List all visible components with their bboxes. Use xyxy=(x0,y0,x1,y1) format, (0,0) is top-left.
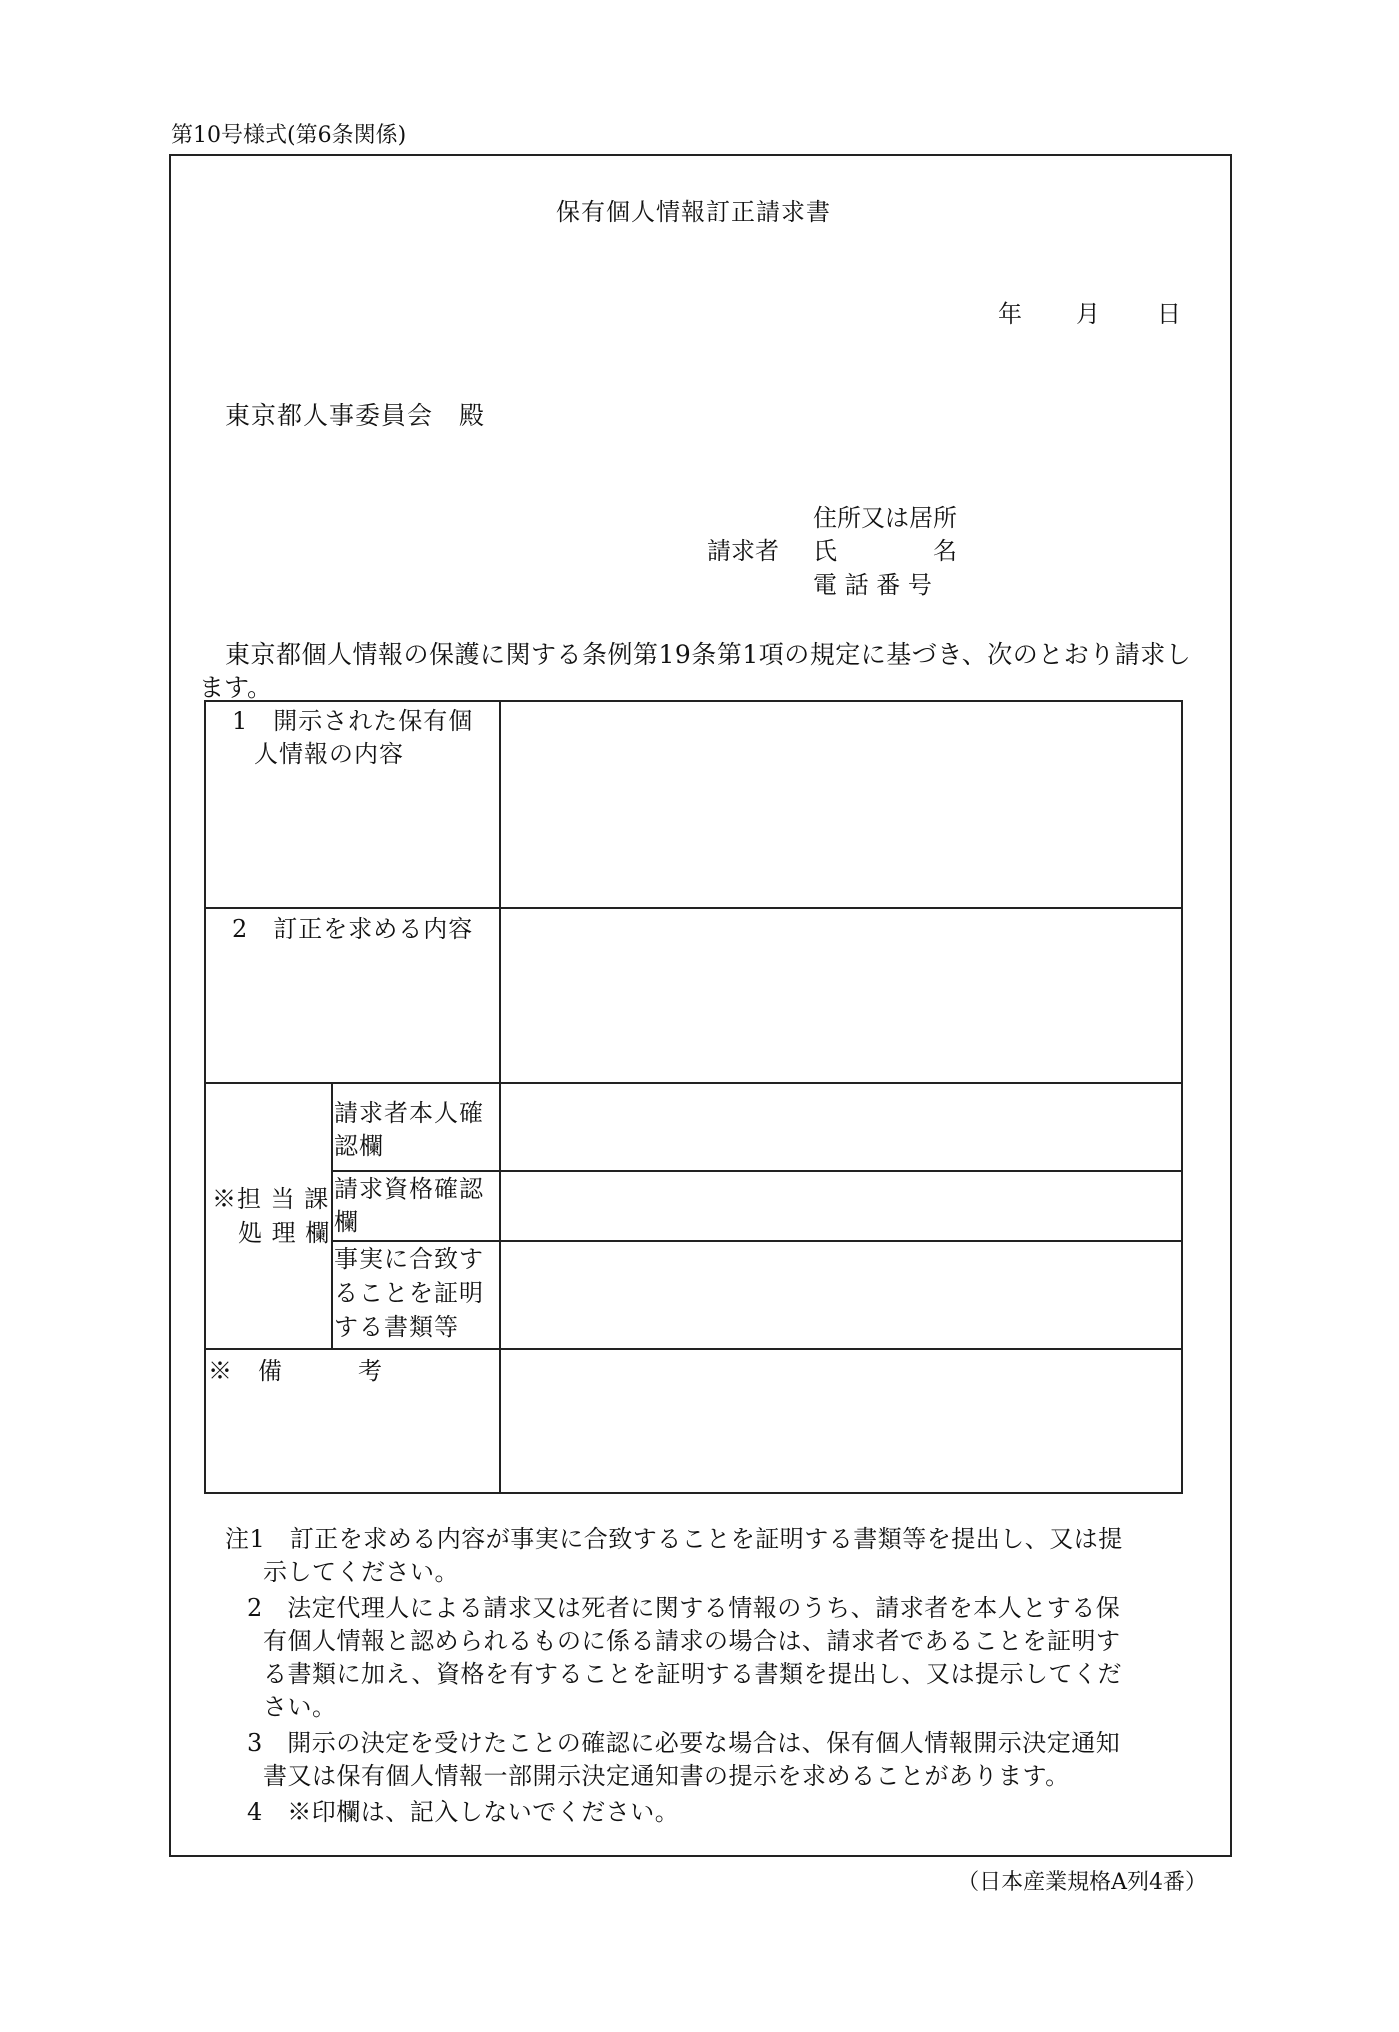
row-disclosed-info-label-1: 1 開示された保有個 xyxy=(232,707,474,735)
row-correction-label: 2 訂正を求める内容 xyxy=(232,915,474,943)
requester-address-label: 住所又は居所 xyxy=(813,504,957,532)
note-3-line2: 書又は保有個人情報一部開示決定通知書の提示を求めることがあります。 xyxy=(263,1762,1070,1790)
identity-check-field[interactable] xyxy=(506,1087,1176,1165)
note-2-line1: 2 法定代理人による請求又は死者に関する情報のうち、請求者を本人とする保 xyxy=(247,1594,1121,1622)
addressee: 東京都人事委員会 殿 xyxy=(225,401,486,430)
intro-text-line1: 東京都個人情報の保護に関する条例第19条第1項の規定に基づき、次のとおり請求し xyxy=(225,640,1192,669)
note-2-line4: さい。 xyxy=(263,1693,337,1721)
form-number: 第10号様式(第6条関係) xyxy=(171,123,407,148)
note-1-line2: 示してください。 xyxy=(263,1558,459,1586)
note-4: 4 ※印欄は、記入しないでください。 xyxy=(247,1798,680,1826)
table-row-line-5 xyxy=(206,1348,1183,1350)
remarks-field[interactable] xyxy=(506,1354,1176,1488)
eligibility-check-field[interactable] xyxy=(506,1175,1176,1235)
eligibility-check-label-2: 欄 xyxy=(334,1208,359,1236)
row-disclosed-info-label-2: 人情報の内容 xyxy=(254,740,404,768)
note-2-line3: る書類に加え、資格を有することを証明する書類を提出し、又は提示してくだ xyxy=(263,1660,1122,1688)
paper-size-footer: （日本産業規格A列4番） xyxy=(957,1870,1207,1895)
table-divider-staff xyxy=(331,1082,333,1348)
proof-documents-label-1: 事実に合致す xyxy=(334,1245,484,1273)
table-divider-main xyxy=(499,702,501,1494)
note-2-line2: 有個人情報と認められるものに係る請求の場合は、請求者であることを証明す xyxy=(263,1627,1121,1655)
disclosed-info-field[interactable] xyxy=(506,706,1176,902)
intro-text-line2: ます。 xyxy=(199,673,273,702)
date-day-label: 日 xyxy=(1157,300,1181,328)
date-year-label: 年 xyxy=(998,300,1022,328)
proof-documents-label-3: する書類等 xyxy=(334,1313,459,1341)
staff-section-label-2: 処 理 欄 xyxy=(238,1219,331,1247)
proof-documents-label-2: ることを証明 xyxy=(334,1279,484,1307)
note-3-line1: 3 開示の決定を受けたことの確認に必要な場合は、保有個人情報開示決定通知 xyxy=(247,1729,1121,1757)
request-table xyxy=(204,700,1183,1494)
remarks-label: ※ 備 考 xyxy=(208,1357,383,1385)
requester-label: 請求者 xyxy=(707,537,779,565)
staff-section-label-1: ※担 当 課 xyxy=(212,1185,330,1213)
eligibility-check-label-1: 請求資格確認 xyxy=(334,1175,484,1203)
requester-phone-label: 電 話 番 号 xyxy=(813,571,932,599)
correction-content-field[interactable] xyxy=(506,912,1176,1076)
proof-documents-field[interactable] xyxy=(506,1245,1176,1343)
identity-check-label-2: 認欄 xyxy=(334,1132,384,1160)
identity-check-label-1: 請求者本人確 xyxy=(334,1099,484,1127)
table-row-line-1 xyxy=(206,907,1183,909)
date-month-label: 月 xyxy=(1076,300,1100,328)
note-1-line1: 注1 訂正を求める内容が事実に合致することを証明する書類等を提出し、又は提 xyxy=(225,1525,1123,1553)
requester-name-label: 氏 名 xyxy=(813,537,957,565)
table-row-line-2 xyxy=(206,1082,1183,1084)
document-title: 保有個人情報訂正請求書 xyxy=(556,198,831,226)
